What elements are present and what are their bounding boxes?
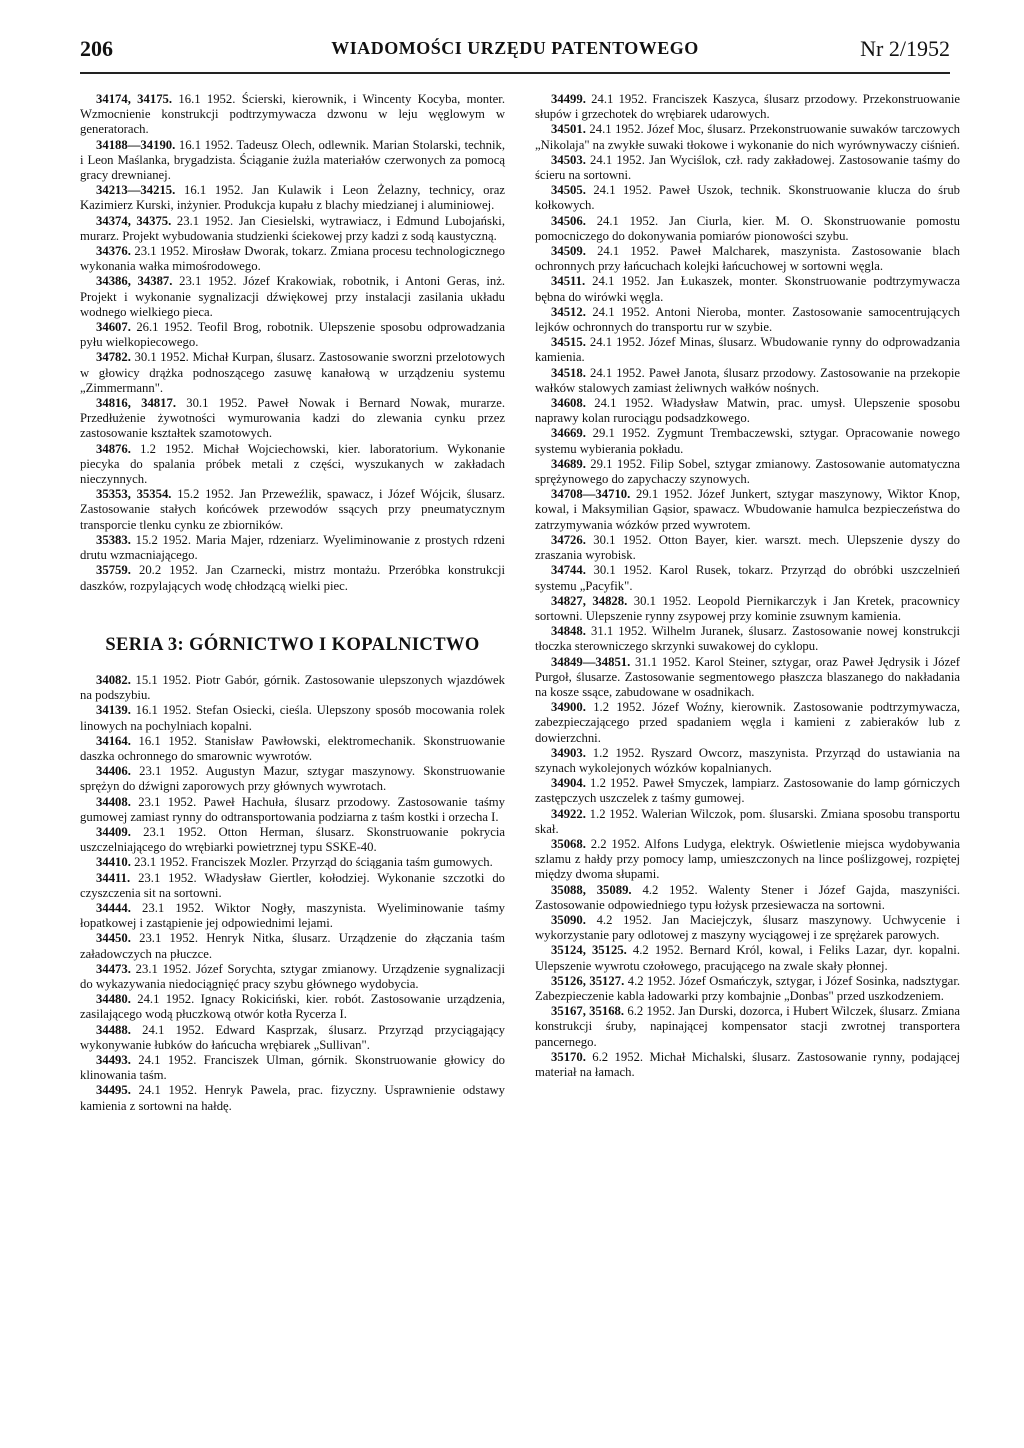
- entry-number: 35124, 35125.: [551, 943, 627, 958]
- entry-number: 34512.: [551, 304, 586, 319]
- patent-entry: [535, 214, 960, 244]
- entry-number: 34376.: [96, 244, 131, 259]
- entry-number: 34607.: [96, 320, 131, 335]
- entry-text: 16.1 1952. Jan Kulawik i Leon Żelazny, technicy, oraz Kazimierz Kurski, inżynier. Produkcja kupału z blachy miedzianej i aluminiowej.: [80, 183, 506, 213]
- entry-number: 34515.: [551, 335, 586, 350]
- entry-text: 24.1 1952. Paweł Janota, ślusarz przodowy. Zastosowanie na przekopie wałków stalowych zamiast żeliwnych wałków nośnych.: [535, 365, 960, 395]
- entry-number: 35353, 35354.: [96, 487, 172, 502]
- entry-text: 24.1 1952. Jan Ciurla, kier. M. O. Skonstruowanie pomostu pomocniczego do dokonywania pomiarów pionowości szybu.: [535, 213, 961, 243]
- patent-entry: [535, 1050, 960, 1080]
- entry-text: 26.1 1952. Teofil Brog, robotnik. Ulepszenie sposobu odprowadzania pyłu wielkopiecowego.: [80, 320, 506, 350]
- patent-entry: [535, 426, 960, 456]
- entry-number: 34900.: [551, 700, 586, 715]
- entry-number: 34411.: [96, 870, 131, 885]
- entry-number: 34509.: [551, 244, 586, 259]
- patent-entry: [535, 366, 960, 396]
- entry-text: 16.1 1952. Tadeusz Olech, odlewnik. Marian Stolarski, technik, i Leon Maślanka, brygadzista. Ściąganie żużla materiałów czerwonych za pomocą gracy drewnianej.: [80, 137, 505, 183]
- entry-number: 34848.: [551, 624, 586, 639]
- entry-text: 1.2 1952. Walerian Wilczok, pom. ślusarski. Zmiana sposobu transportu skał.: [535, 806, 961, 836]
- entry-number: 35090.: [551, 912, 586, 927]
- patent-entry: [535, 335, 960, 365]
- patent-entry: [80, 320, 505, 350]
- patent-entry: [80, 244, 505, 274]
- patent-entry: [535, 624, 960, 654]
- patent-entry: [80, 183, 505, 213]
- patent-entry: [80, 764, 505, 794]
- patent-entry: [535, 883, 960, 913]
- entry-text: 23.1 1952. Józef Krakowiak, robotnik, i Antoni Geras, inż. Projekt i wykonanie sygnalizacji dźwiękowej przy instalacji zasilania układu wodnego wielkiego pieca.: [80, 274, 506, 319]
- entry-text: 15.2 1952. Maria Majer, rdzeniarz. Wyeliminowanie z prostych rdzeni drutu wzmacniającego.: [80, 532, 505, 563]
- page-number: 206: [80, 36, 113, 61]
- entry-number: 34406.: [96, 764, 131, 779]
- patent-entry: [80, 795, 505, 825]
- entry-text: 4.2 1952. Józef Osmańczyk, sztygar, i Józef Sosinka, nadsztygar. Zabezpieczenie kabla ładowarki przy kombajnie „Donbas" przed uszkodzeniem.: [535, 973, 961, 1003]
- entry-text: 24.1 1952. Paweł Malcharek, maszynista. Zastosowanie blach ochronnych przy łańcuchach kolejki łańcuchowej w sortowni węgla.: [535, 244, 960, 274]
- entry-text: 30.1 1952. Michał Kurpan, ślusarz. Zastosowanie sworzni przelotowych w głowicy drążka podnoszącego zasuwę kanałową w urządzeniu systemu „Zimmermann".: [80, 350, 506, 395]
- entry-number: 35068.: [551, 836, 586, 851]
- page-header: [80, 36, 950, 70]
- entry-text: 23.1 1952. Władysław Giertler, kołodziej. Wykonanie szczotki do czyszczenia sit na sortowni.: [80, 870, 506, 900]
- patent-entry: [535, 122, 960, 152]
- entry-number: 34505.: [551, 183, 586, 198]
- patent-entry: [80, 901, 505, 931]
- entry-number: 34903.: [551, 745, 586, 760]
- entry-number: 34744.: [551, 563, 586, 578]
- entry-number: 35383.: [96, 532, 131, 547]
- entry-number: 34816, 34817.: [96, 396, 176, 411]
- patent-entry: [80, 563, 505, 593]
- entry-text: 30.1 1952. Karol Rusek, tokarz. Przyrząd do obróbki uszczelnień systemu „Pacyfik".: [535, 563, 960, 593]
- patent-entry: [80, 871, 505, 901]
- entries-block: [80, 92, 505, 594]
- entry-number: 34506.: [551, 213, 586, 228]
- patent-entry: [535, 92, 960, 122]
- entry-text: 24.1 1952. Franciszek Ulman, górnik. Skonstruowanie głowicy do klinowania taśm.: [80, 1052, 506, 1083]
- patent-entry: [80, 825, 505, 855]
- patent-entry: [535, 396, 960, 426]
- entry-text: 24.1 1952. Jan Wyciślok, czł. rady zakładowej. Zastosowanie taśmy do ścieru na sortowni.: [535, 152, 961, 183]
- entry-number: 34503.: [551, 152, 586, 167]
- entry-text: 24.1 1952. Henryk Pawela, prac. fizyczny. Usprawnienie odstawy kamienia z sortowni na hałdę.: [80, 1083, 505, 1113]
- patent-entry: [535, 533, 960, 563]
- entry-text: 23.1 1952. Mirosław Dworak, tokarz. Zmiana procesu technologicznego wykonania wałka mimośrodowego.: [80, 244, 505, 274]
- patent-entry: [535, 274, 960, 304]
- entry-text: 23.1 1952. Józef Sorychta, sztygar zmianowy. Urządzenie sygnalizacji do wykazywania niedociągnięć pracy szybu głównego wydobycia.: [80, 961, 505, 991]
- patent-entry: [80, 274, 505, 320]
- entry-text: 1.2 1952. Paweł Smyczek, lampiarz. Zastosowanie do lamp górniczych zastępczych uszczelek z taśmy gumowej.: [535, 776, 961, 806]
- entry-number: 34708—34710.: [551, 487, 631, 502]
- entry-text: 24.1 1952. Edward Kasprzak, ślusarz. Przyrząd przyciągający wykonywanie łubków do łańcucha wrębiarek „Sullivan".: [80, 1022, 506, 1052]
- entry-number: 34374, 34375.: [96, 213, 172, 228]
- patent-entry: [80, 931, 505, 961]
- entry-number: 34726.: [551, 532, 586, 547]
- patent-entry: [80, 533, 505, 563]
- entry-text: 24.1 1952. Józef Moc, ślusarz. Przekonstruowanie suwaków tarczowych „Nikolaja" na zwykłe suwaki tłokowe i wykonanie do nich wyrównywaczy ciśnień.: [535, 122, 960, 152]
- entry-text: 29.1 1952. Zygmunt Trembaczewski, sztygar. Opracowanie nowego systemu wybierania pokładu.: [535, 426, 960, 456]
- patent-entry: [535, 183, 960, 213]
- entry-text: 24.1 1952. Władysław Matwin, prac. umysł. Ulepszenie sposobu naprawy kolan rurociągu podsadzkowego.: [535, 396, 960, 426]
- entry-number: 34444.: [96, 900, 131, 915]
- entry-text: 30.1 1952. Otton Bayer, kier. warszt. mech. Ulepszenie dyszy do zraszania wyrobisk.: [535, 532, 960, 563]
- series-heading: SERIA 3: GÓRNICTWO I KOPALNICTWO: [105, 634, 480, 655]
- patent-entry: [535, 153, 960, 183]
- entry-text: 2.2 1952. Alfons Ludyga, elektryk. Oświetlenie miejsca wydobywania szlamu z hałdy przy pomocy lamp, umieszczonych na lince poślizgowej, rozpiętej między dwoma słupami.: [535, 836, 961, 882]
- patent-entry: [80, 487, 505, 533]
- entry-number: 34922.: [551, 806, 586, 821]
- entry-number: 34689.: [551, 456, 586, 471]
- entry-text: 24.1 1952. Antoni Nieroba, monter. Zastosowanie samocentrujących lejków ochronnych do transportu rur w szybie.: [535, 304, 960, 335]
- patent-entry: [535, 807, 960, 837]
- patent-entry: [535, 655, 960, 701]
- patent-entry: [535, 594, 960, 624]
- entry-number: 34408.: [96, 794, 131, 809]
- entry-text: 20.2 1952. Jan Czarnecki, mistrz montażu. Przeróbka konstrukcji daszków, rozpylających wodę chłodzącą wielki piec.: [80, 563, 505, 593]
- entry-text: 1.2 1952. Józef Woźny, kierownik. Zastosowanie podtrzymywacza, zabezpieczającego przed spadaniem węgla i kamieni z zabieraków lub z dowierzchni.: [535, 700, 961, 745]
- entry-number: 34876.: [96, 441, 131, 456]
- entry-number: 34450.: [96, 931, 131, 946]
- patent-entry: [535, 974, 960, 1004]
- patent-entry: [80, 442, 505, 488]
- patent-entry: [80, 855, 505, 870]
- entry-number: 34213—34215.: [96, 183, 176, 198]
- entry-text: 23.1 1952. Paweł Hachuła, ślusarz przodowy. Zastosowanie taśmy gumowej zamiast rynny do odtransportowania podziarna z taśm kostki i orzecha I.: [80, 794, 506, 824]
- entry-number: 34499.: [551, 92, 586, 106]
- patent-entry: [535, 244, 960, 274]
- patent-entry: [535, 943, 960, 973]
- entry-number: 34174, 34175.: [96, 92, 173, 106]
- entry-number: 34511.: [551, 274, 586, 289]
- entry-number: 34386, 34387.: [96, 274, 173, 289]
- patent-entry: [535, 776, 960, 806]
- patent-entry: [80, 396, 505, 442]
- entry-text: 30.1 1952. Paweł Nowak i Bernard Nowak, murarze. Przedłużenie żywotności wymurowania kadzi do zlewania cynku przez zastosowanie kształtek szamotowych.: [80, 396, 506, 441]
- entry-number: 34410.: [96, 855, 131, 870]
- entry-text: 15.1 1952. Piotr Gabór, górnik. Zastosowanie ulepszonych wjazdówek na podszybiu.: [80, 672, 505, 703]
- entry-text: 6.2 1952. Jan Durski, dozorca, i Hubert Wilczek, ślusarz. Zmiana konstrukcji śruby, napinającej kompensator stacji zwrotnej transportera pancernego.: [535, 1004, 960, 1049]
- entry-number: 35170.: [551, 1049, 586, 1064]
- entry-number: 34139.: [96, 703, 131, 718]
- entry-number: 34188—34190.: [96, 137, 176, 152]
- patent-entry: [80, 673, 505, 703]
- entry-number: 34409.: [96, 824, 131, 839]
- patent-entry: [535, 1004, 960, 1050]
- entry-text: 4.2 1952. Walenty Stener i Józef Gajda, maszyniści. Zastosowanie odpowiedniego typu łożysk przesiewacza na sortowni.: [535, 882, 961, 912]
- patent-entry: [80, 350, 505, 396]
- patent-entry: [535, 837, 960, 883]
- entry-number: 34493.: [96, 1052, 131, 1067]
- entry-text: 16.1 1952. Stefan Osiecki, cieśla. Ulepszony sposób mocowania rolek linowych na pochylniach kopalni.: [80, 703, 505, 733]
- patent-entry: [80, 138, 505, 184]
- patent-entry: [535, 487, 960, 533]
- entry-number: 34904.: [551, 776, 586, 791]
- entry-text: 1.2 1952. Michał Wojciechowski, kier. laboratorium. Wykonanie piecyka do spalania próbek metali z części, wyszukanych w zakładach nieczynnych.: [80, 441, 505, 487]
- patent-entry: [80, 962, 505, 992]
- entry-number: 34488.: [96, 1022, 131, 1037]
- entry-text: 16.1 1952. Ścierski, kierownik, i Wincenty Kocyba, monter. Wzmocnienie konstrukcji podtrzymywacza dzwonu w leju węglowym w generatorach.: [80, 92, 505, 137]
- patent-entry: [80, 1053, 505, 1083]
- patent-entry: [535, 700, 960, 746]
- entry-text: 16.1 1952. Stanisław Pawłowski, elektromechanik. Skonstruowanie daszka ochronnego do smarownic wywrotów.: [80, 733, 506, 763]
- entry-number: 34164.: [96, 733, 131, 748]
- entry-text: 15.2 1952. Jan Przeweźlik, spawacz, i Józef Wójcik, ślusarz. Zastosowanie stałych końcówek przewodów ssących przy pneumatycznym transporcie tlenku cynku ze zbiorników.: [80, 487, 506, 532]
- entry-number: 34473.: [96, 961, 131, 976]
- entry-text: 23.1 1952. Augustyn Mazur, sztygar maszynowy. Skonstruowanie sprężyn do dźwigni zaporowych przy głównych wywrotach.: [80, 764, 505, 794]
- entry-number: 35126, 35127.: [551, 973, 625, 988]
- patent-entry: [80, 214, 505, 244]
- entries-block: [80, 673, 505, 1114]
- entry-text: 29.1 1952. Józef Junkert, sztygar maszynowy, Wiktor Knop, kowal, i Maksymilian Gąsior, spawacz. Wbudowanie hamulca bezpieczeństwa do zatrzymywania wózków przed wywrotem.: [535, 487, 960, 532]
- entry-text: 24.1 1952. Franciszek Kaszyca, ślusarz przodowy. Przekonstruowanie słupów i grzechotek do wrębiarek udarowych.: [535, 92, 960, 122]
- entry-text: 4.2 1952. Bernard Król, kowal, i Feliks Lazar, dyr. kopalni. Ulepszenie wywrotu czołowego, pracującego na zwale skały płonnej.: [535, 943, 960, 973]
- entry-text: 23.1 1952. Henryk Nitka, ślusarz. Urządzenie do złączania taśm załadowczych na płuczce.: [80, 931, 505, 961]
- issue-number: Nr 2/1952: [860, 36, 950, 61]
- entry-text: 29.1 1952. Filip Sobel, sztygar zmianowy. Zastosowanie automatyczna sprężynowego do zapychaczy szynowych.: [535, 456, 960, 487]
- patent-entry: [80, 992, 505, 1022]
- patent-entry: [535, 913, 960, 943]
- entry-text: 24.1 1952. Józef Minas, ślusarz. Wbudowanie rynny do odprowadzania kamienia.: [535, 335, 961, 365]
- entry-text: 1.2 1952. Ryszard Owcorz, maszynista. Przyrząd do ustawiania na szynach wykolejonych wózków kopalnianych.: [535, 745, 961, 775]
- entry-number: 35167, 35168.: [551, 1004, 625, 1019]
- entry-number: 34495.: [96, 1083, 131, 1098]
- patent-entry: [535, 746, 960, 776]
- patent-entry: [80, 734, 505, 764]
- entry-text: 31.1 1952. Karol Steiner, sztygar, oraz Paweł Jędrysik i Józef Purgoł, ślusarze. Zastosowanie segmentowego płaszcza blaszanego do nakładania na kosze ssące, zabudowane w osadnikach.: [535, 654, 961, 699]
- entry-number: 35088, 35089.: [551, 882, 632, 897]
- entry-number: 34849—34851.: [551, 654, 631, 669]
- entry-number: 34782.: [96, 350, 131, 365]
- journal-title: WIADOMOŚCI URZĘDU PATENTOWEGO: [331, 38, 699, 58]
- entry-number: 34480.: [96, 992, 131, 1007]
- right-column: [535, 92, 960, 1080]
- header-rule: [80, 72, 950, 74]
- entry-text: 24.1 1952. Ignacy Rokiciński, kier. robót. Zastosowanie urządzenia, zasilającego wodą płuczkową otwór kotła Rycerza I.: [80, 992, 506, 1022]
- entry-number: 34518.: [551, 365, 586, 380]
- patent-entry: [535, 457, 960, 487]
- patent-entry: [535, 563, 960, 593]
- left-column: [80, 92, 505, 1114]
- entry-text: 6.2 1952. Michał Michalski, ślusarz. Zastosowanie rynny, podającej materiał na łamach.: [535, 1049, 960, 1079]
- entry-text: 24.1 1952. Jan Łukaszek, monter. Skonstruowanie podtrzymywacza bębna do wirówki węgla.: [535, 274, 960, 304]
- entry-number: 34669.: [551, 426, 586, 441]
- entry-number: 35759.: [96, 563, 131, 578]
- entry-text: 23.1 1952. Otton Herman, ślusarz. Skonstruowanie pokrycia uszczelniającego do wrębiarki powietrznej typu SSKE-40.: [80, 824, 506, 855]
- entry-number: 34827, 34828.: [551, 593, 628, 608]
- entry-number: 34501.: [551, 122, 586, 137]
- patent-entry: [80, 92, 505, 138]
- entry-text: 30.1 1952. Leopold Piernikarczyk i Jan Kretek, pracownicy sortowni. Ulepszenie rynny zsypowej przy kominie zsuwnym kamienia.: [535, 593, 961, 623]
- patent-entry: [80, 703, 505, 733]
- entries-block: [535, 92, 960, 1080]
- entry-text: 31.1 1952. Wilhelm Juranek, ślusarz. Zastosowanie nowej konstrukcji tłoczka sterowniczego skrzynki suwakowej do cyklopu.: [535, 624, 961, 654]
- entry-text: 23.1 1952. Franciszek Mozler. Przyrząd do ściągania taśm gumowych.: [134, 855, 493, 870]
- entry-number: 34608.: [551, 396, 586, 411]
- entry-text: 4.2 1952. Jan Maciejczyk, ślusarz maszynowy. Uchwycenie i wykorzystanie pary odlotowej z maszyny wyciągowej i ze sprężarek parowych.: [535, 912, 960, 943]
- entry-text: 23.1 1952. Wiktor Nogły, maszynista. Wyeliminowanie taśmy łopatkowej i zastąpienie jej odpowiednimi lejami.: [80, 900, 505, 931]
- patent-entry: [535, 305, 960, 335]
- entry-text: 23.1 1952. Jan Ciesielski, wytrawiacz, i Edmund Lubojański, murarz. Projekt wybudowania studzienki ściekowej przy kadzi z sodą kaustyczną.: [80, 213, 505, 243]
- patent-entry: [80, 1023, 505, 1053]
- patent-entry: [80, 1083, 505, 1113]
- entry-number: 34082.: [96, 672, 131, 687]
- entry-text: 24.1 1952. Paweł Uszok, technik. Skonstruowanie klucza do śrub kołkowych.: [535, 183, 961, 213]
